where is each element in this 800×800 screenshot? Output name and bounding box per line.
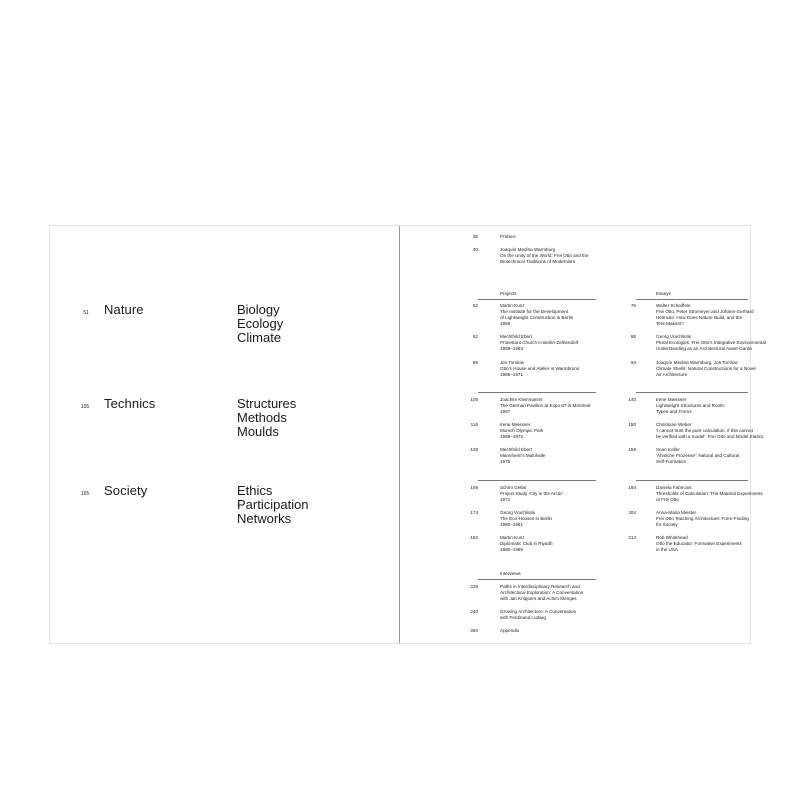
section-title-society: Society xyxy=(104,483,148,498)
entry-page-number: 140 xyxy=(628,397,636,402)
subtopic: Participation xyxy=(237,497,309,512)
entry-line: 1966–1971 xyxy=(500,372,523,377)
entry-line: Mechthild Ebert xyxy=(500,447,532,452)
entry-line: Walter Scheiffele xyxy=(656,303,691,308)
entry-line: The German Pavilion at Expo 67 in Montreal xyxy=(500,403,591,408)
entry-line: Protestant Church in Berlin-Zehlendorf xyxy=(500,340,579,345)
entry-line: of Frei Otto xyxy=(656,497,679,502)
entry-line: Preface xyxy=(500,234,516,239)
entry-page-number: 52 xyxy=(472,303,478,308)
entry-line: Biotechnical Traditions of Modernism xyxy=(500,259,576,264)
group-rule xyxy=(478,299,596,300)
entry-page-number: 35 xyxy=(472,234,478,239)
entry-line: 1980–1986 xyxy=(500,547,523,552)
entry-line: Anna-Maria Meister xyxy=(656,510,697,515)
entry-page-number: 76 xyxy=(630,303,636,308)
entry-line: Irene Meissner xyxy=(500,422,531,427)
right-page xyxy=(400,226,766,643)
entry-line: Self-Formation xyxy=(656,459,687,464)
section-page-number: 165 xyxy=(80,491,90,497)
entry-line: Joachim Kleinmanns xyxy=(500,397,543,402)
book-spread xyxy=(50,226,766,643)
subtopic: Ethics xyxy=(237,483,273,498)
group-rule xyxy=(478,579,596,580)
subtopic: Structures xyxy=(237,396,297,411)
projects-heading: Projects xyxy=(500,291,517,296)
entry-page-number: 128 xyxy=(470,447,478,452)
entry-line: 'Ähnliche Prozesse': Natural and Cultural xyxy=(656,453,740,458)
entry-line: Architectural Exploration: A Conversation xyxy=(500,590,584,595)
section-title-nature: Nature xyxy=(104,302,144,317)
entry-line: Sean Keller xyxy=(656,447,680,452)
entry-page-number: 94 xyxy=(630,360,636,365)
subtopic: Ecology xyxy=(237,316,284,331)
entry-line: Otto's House and Atelier in Warmbronn xyxy=(500,366,580,371)
group-rule xyxy=(636,392,748,393)
entry-line: 1959 xyxy=(500,321,511,326)
entry-line: Daniela Fabricius xyxy=(656,485,692,490)
subtopic: Climate xyxy=(237,330,282,345)
entry-line: Appendix xyxy=(500,628,520,633)
entry-page-number: 158 xyxy=(628,447,636,452)
entry-line: 1980–1991 xyxy=(500,522,523,527)
entry-line: The Institute for the Development xyxy=(500,309,568,314)
entry-line: Schiro Gellai xyxy=(500,485,527,490)
group-rule xyxy=(636,299,748,300)
entry-line: Paths in Interdisciplinary Research and xyxy=(500,584,580,589)
entry-line: with Ferdinand Ludwig xyxy=(500,615,546,620)
entry-line: 1959–1963 xyxy=(500,346,523,351)
entry-line: in the USA xyxy=(656,547,678,552)
subtopic: Networks xyxy=(237,511,292,526)
entry-line: Mechthild Ebert xyxy=(500,334,532,339)
section-title-technics: Technics xyxy=(104,396,156,411)
entry-line: with Jan Knippers and Achim Menges xyxy=(500,596,577,601)
entry-page-number: 182 xyxy=(470,535,478,540)
entry-line: Project Study 'City in the Arctic' xyxy=(500,491,564,496)
entry-page-number: 166 xyxy=(470,485,478,490)
entry-page-number: 68 xyxy=(472,360,478,365)
entry-line: Growing Architecture: A Conversation xyxy=(500,609,577,614)
entry-page-number: 150 xyxy=(628,422,636,427)
entry-line: Georg Vrachliotis xyxy=(500,510,536,515)
entry-page-number: 174 xyxy=(470,510,478,515)
entry-line: Christiane Weber xyxy=(656,422,692,427)
entry-line: Joaquín Medina Warmburg, Jos Tomlow xyxy=(656,360,738,365)
group-rule xyxy=(478,392,596,393)
entry-line: Helmcke: How Does Nature Build, and the xyxy=(656,315,743,320)
entry-page-number: 62 xyxy=(472,334,478,339)
entry-line: Georg Vrachliotis xyxy=(656,334,692,339)
entry-line: Rob Whitehead xyxy=(656,535,688,540)
entry-line: 'I cannot trust the pure calculation, if this cannot xyxy=(656,428,753,433)
entry-line: for Society xyxy=(656,522,678,527)
section-page-number: 51 xyxy=(83,310,89,316)
section-subtopics-society xyxy=(237,484,309,526)
entry-page-number: 204 xyxy=(628,510,636,515)
entry-line: Martin Kunz xyxy=(500,535,525,540)
entry-line: Jes Tomlow xyxy=(500,360,524,365)
entry-line: 1971 xyxy=(500,497,511,502)
entry-line: Types and Forms xyxy=(656,409,692,414)
entry-page-number: 250 xyxy=(470,628,478,633)
entry-line: Otto the Educator: Formative Experiments xyxy=(656,541,742,546)
entry-line: 1967 xyxy=(500,409,511,414)
entry-line: Martin Kunz xyxy=(500,303,525,308)
group-rule xyxy=(636,480,748,481)
entry-line: Climate Shells: Natural Constructions for a Novel xyxy=(656,366,756,371)
entry-line: Understanding as an Architectural Avant-Garde xyxy=(656,346,752,351)
subtopic: Methods xyxy=(237,410,287,425)
left-page xyxy=(50,226,399,643)
entry-page-number: 214 xyxy=(628,535,636,540)
section-subtopics-technics xyxy=(237,397,296,439)
entry-page-number: 86 xyxy=(630,334,636,339)
entry-line: 1968–1972 xyxy=(500,434,523,439)
entry-line: The Eco-Houses in Berlin xyxy=(500,516,553,521)
section-subtopics-nature xyxy=(237,303,283,345)
entry-page-number: 106 xyxy=(470,397,478,402)
entry-line: Joaquín Medina Warmburg xyxy=(500,247,556,252)
entry-line: Diplomatic Club in Riyadh xyxy=(500,541,553,546)
entry-line: Mannheim's Multihalle xyxy=(500,453,546,458)
entry-line: Thresholds of Calculation: The Material Experiments xyxy=(656,491,763,496)
entry-line: Frei Otto Teaching Architecture: Form-Finding xyxy=(656,516,749,521)
essays-heading: Essays xyxy=(656,291,671,296)
entry-line: Lightweight Structures and Roofs: xyxy=(656,403,725,408)
entry-page-number: 228 xyxy=(470,584,478,589)
entry-line: Plural Ecologies: Frei Otto's Integrative Environmental xyxy=(656,340,766,345)
group-rule xyxy=(478,480,596,481)
entry-line: On the Unity of the World: Frei Otto and the xyxy=(500,253,589,258)
entry-page-number: 40 xyxy=(472,247,478,252)
section-page-number: 105 xyxy=(80,404,90,410)
entry-line: Air Architecture xyxy=(656,372,688,377)
subtopic: Moulds xyxy=(237,424,279,439)
interviews-heading: Interviews xyxy=(500,571,521,576)
entry-line: Frei Otto, Peter Stromeyer and Johann-Gerhard xyxy=(656,309,754,314)
entry-line: of Lightweight Construction in Berlin xyxy=(500,315,574,320)
entry-line: Munich Olympic Park xyxy=(500,428,544,433)
entry-page-number: 194 xyxy=(628,485,636,490)
entry-page-number: 116 xyxy=(470,422,478,427)
entry-line: Irene Meissner xyxy=(656,397,687,402)
entry-line: 1975 xyxy=(500,459,511,464)
subtopic: Biology xyxy=(237,302,280,317)
entry-line: be verified with a model': Frei Otto and Model Statics xyxy=(656,434,764,439)
entry-page-number: 240 xyxy=(470,609,478,614)
entry-line: Tent-Makers? xyxy=(656,321,684,326)
